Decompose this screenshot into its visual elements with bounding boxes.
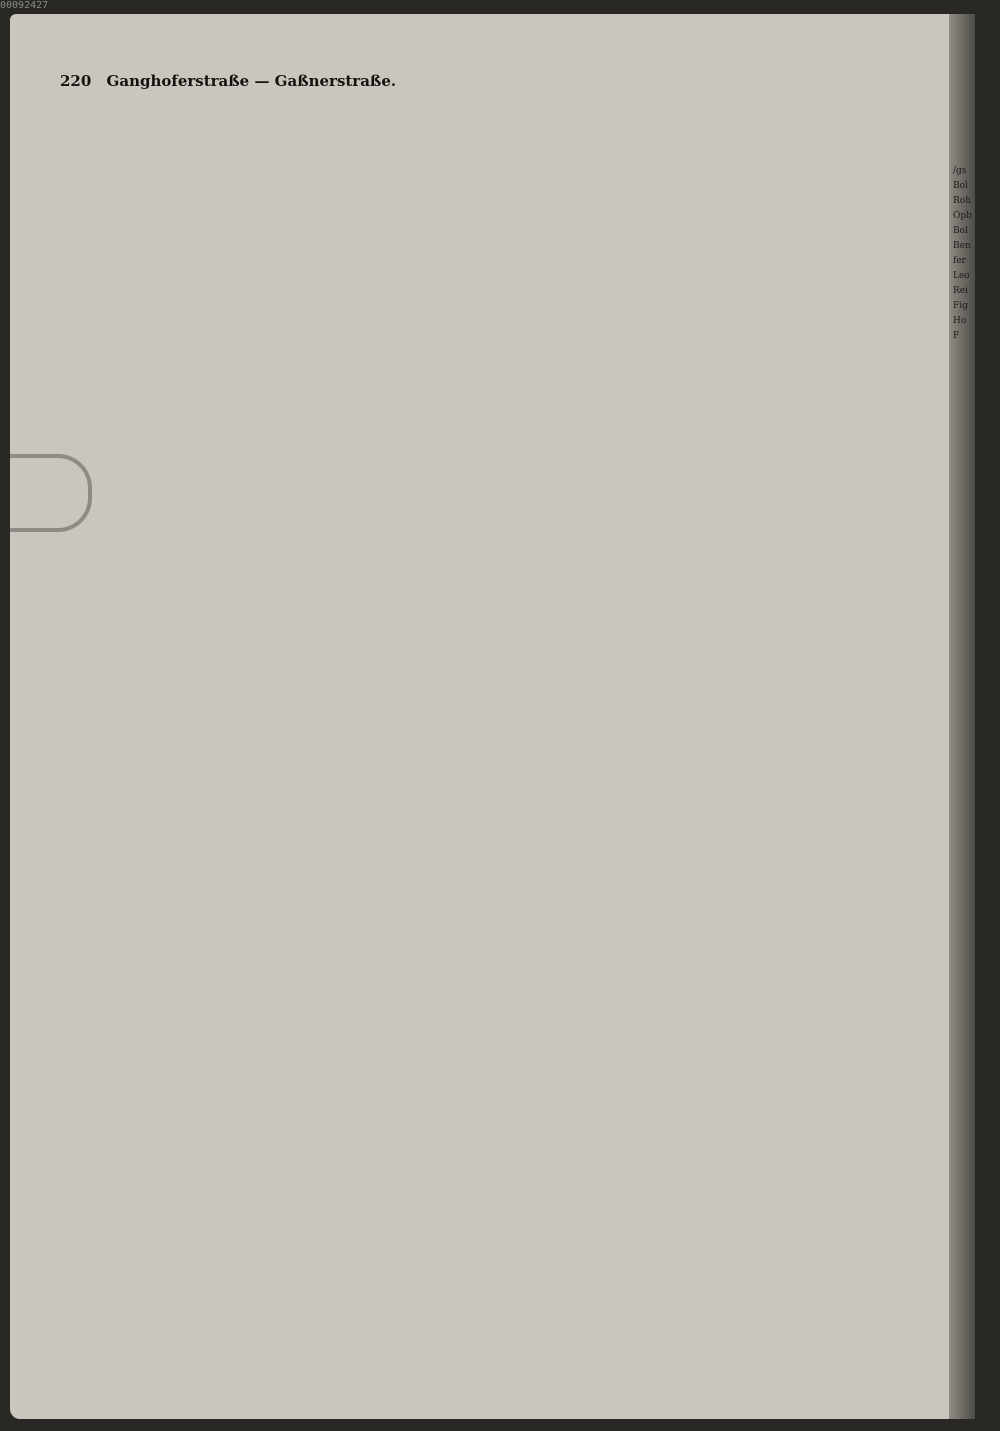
page-title: Ganghoferstraße — Gaßnerstraße. bbox=[106, 72, 397, 90]
page-header bbox=[60, 72, 396, 90]
paper-clip bbox=[10, 454, 92, 532]
scan-id: 00092427 bbox=[0, 0, 49, 11]
directory-page bbox=[10, 14, 975, 1419]
next-page-edge bbox=[949, 14, 975, 1419]
next-page-fragment: /gs Bol Roh Opb Bol Ben fer Leo Rei Fig Ho F bbox=[953, 166, 972, 341]
page-number: 220 bbox=[60, 72, 92, 90]
